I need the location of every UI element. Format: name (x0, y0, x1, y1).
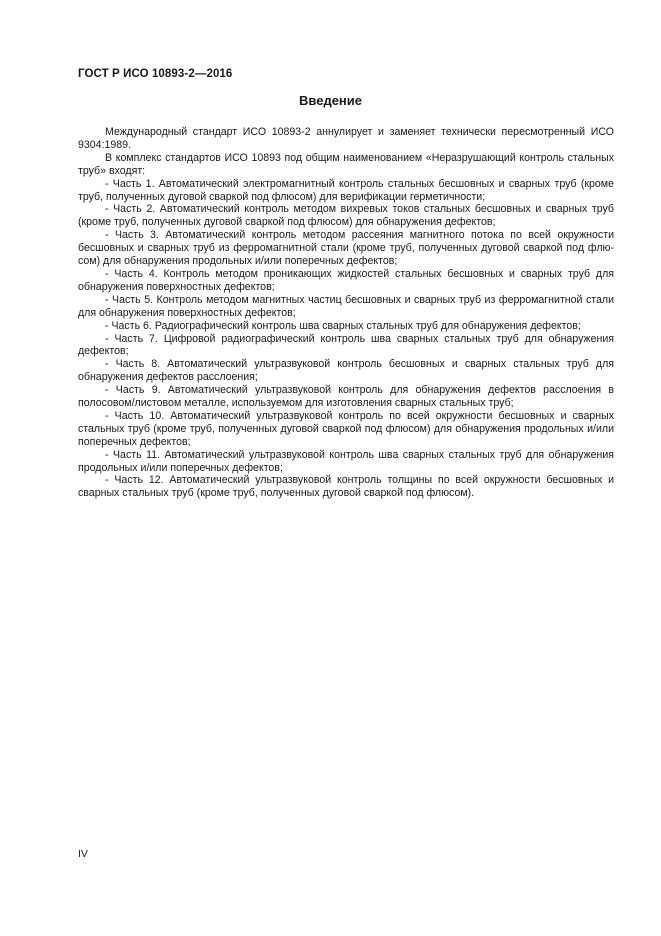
page-number: IV (78, 848, 88, 860)
part-list-item: - Часть 8. Автоматический ультразвуковой контроль бесшовных и сварных стальных труб для обнаружения дефектов расслоения; (78, 358, 614, 384)
part-list-item: - Часть 10. Автоматический ультразвуковой контроль по всей окружности бесшовных и сварных стальных труб (кроме труб, полученных дуговой сваркой под флюсом) для обнаружения продольных и/или поперечных дефектов; (78, 409, 614, 448)
part-list-item: - Часть 6. Радиографический контроль шва сварных стальных труб для обнаружения дефектов; (105, 319, 581, 332)
intro-paragraph: Международный стандарт ИСО 10893-2 аннулирует и заменяет технически пересмотренный ИСО 9304:1989. (78, 126, 614, 151)
body-text (78, 126, 614, 500)
part-list-item: - Часть 5. Контроль методом магнитных частиц бесшовных и сварных труб из ферромагнитной стали для обнаружения поверхностных дефектов; (78, 293, 614, 319)
part-list-item: - Часть 4. Контроль методом проникающих жидкостей стальных бесшовных и сварных труб для обнаружения поверхностных дефектов; (78, 267, 614, 293)
part-list-item: - Часть 2. Автоматический контроль методом вихревых токов стальных бесшовных и сварных труб (кроме труб, полученных дуговой сваркой под флюсом) для обнаружения дефектов; (78, 203, 614, 229)
part-list-item: - Часть 11. Автоматический ультразвуковой контроль шва сварных стальных труб для обнаружения продольных и/или поперечных дефектов; (78, 448, 614, 474)
part-list-item: - Часть 7. Цифровой радиографический контроль шва сварных стальных труб для обнаружения дефектов; (78, 332, 614, 358)
part-list-item: - Часть 9. Автоматический ультразвуковой контроль для обнаружения дефектов расслоения в полосовом/листовом металле, используемом для изготовления сварных стальных труб; (78, 384, 614, 410)
part-list-item: - Часть 3. Автоматический контроль методом рассеяния магнитного потока по всей окружности бесшовных и сварных труб из ферромагнитной стали (кроме труб, полученных дуговой сваркой под флюсом) для обнаружения продольных и/или поперечных дефектов; (78, 229, 614, 268)
intro-paragraph: В комплекс стандартов ИСО 10893 под общим наименованием «Неразрушающий контроль стальных труб» входят: (78, 151, 614, 177)
document-header: ГОСТ Р ИСО 10893-2—2016 (78, 68, 233, 80)
part-list-item: - Часть 12. Автоматический ультразвуковой контроль толщины по всей окружности бесшовных и сварных стальных труб (кроме труб, полученных дуговой сваркой под флюсом). (78, 474, 614, 500)
part-list-item: - Часть 1. Автоматический электромагнитный контроль стальных бесшовных и сварных труб (кроме труб, полученных дуговой сваркой под флюсом) для верификации герметичности; (78, 177, 614, 203)
section-title: Введение (299, 93, 362, 108)
